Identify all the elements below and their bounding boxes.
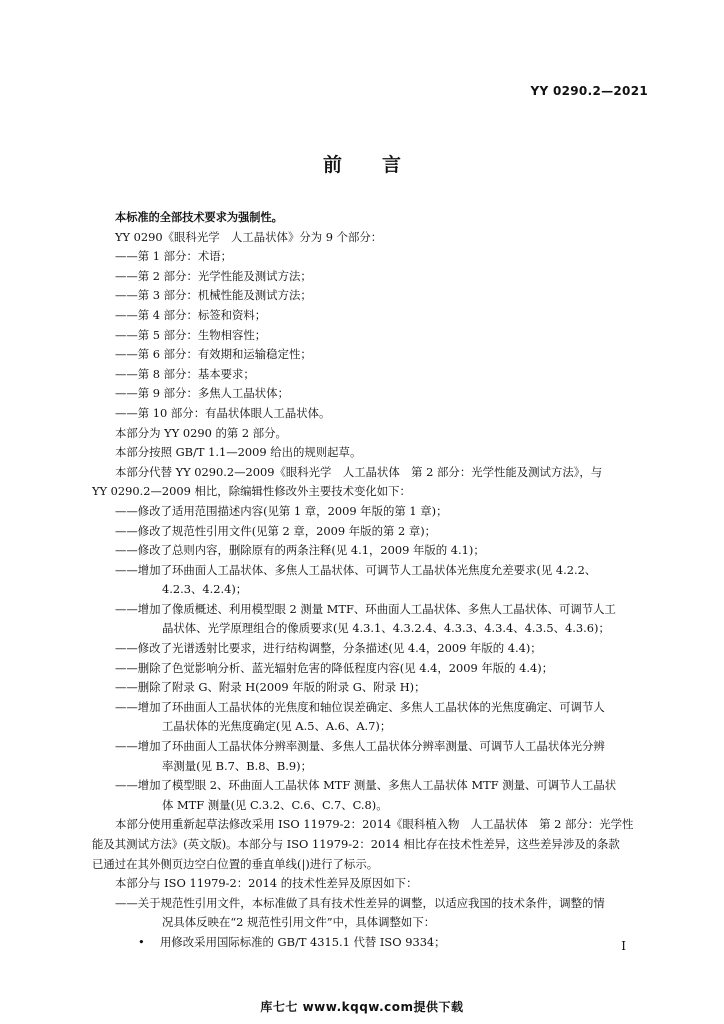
change-item: ——修改了规范性引用文件(见第 2 章，2009 年版的第 2 章)； xyxy=(115,523,437,538)
foreword-body xyxy=(92,208,658,953)
change-item: ——删除了附录 G、附录 H(2009 年版的附录 G、附录 H)； xyxy=(115,680,426,695)
change-item: ——修改了适用范围描述内容(见第 1 章，2009 年版的第 1 章)； xyxy=(115,503,448,518)
parts-list xyxy=(92,247,658,423)
iso-adoption-statement: 本部分使用重新起草法修改采用 ISO 11979-2：2014《眼科植入物 人工晶状体 第 2 部分：光学性 xyxy=(115,817,634,832)
change-item-cont: 4.2.3、4.2.4)； xyxy=(162,582,248,597)
part-item: ——第 8 部分：基本要求； xyxy=(115,366,255,381)
difference-item-cont: 况具体反映在“2 规范性引用文件”中，具体调整如下： xyxy=(162,915,436,930)
change-item: ——增加了像质概述、利用模型眼 2 测量 MTF、环曲面人工晶状体、多焦人工晶状体、可调节人工 xyxy=(115,601,616,616)
change-item: ——增加了环曲面人工晶状体、多焦人工晶状体、可调节人工晶状体光焦度允差要求(见 4.2.2、 xyxy=(115,562,597,577)
bullet-item-text: 用修改采用国际标准的 GB/T 4315.1 代替 ISO 9334； xyxy=(160,934,446,949)
change-item-cont: 晶状体、光学原理组合的像质要求(见 4.3.1、4.3.2.4、4.3.3、4.3.4、4.3.5、4.3.6)； xyxy=(162,621,610,636)
change-item: ——增加了环曲面人工晶状体分辨率测量、多焦人工晶状体分辨率测量、可调节人工晶状体光分辨 xyxy=(115,739,605,754)
this-part-statement: 本部分为 YY 0290 的第 2 部分。 xyxy=(115,425,287,440)
iso-adoption-statement-cont: 能及其测试方法》(英文版)。本部分与 ISO 11979-2：2014 相比存在技术性差异，这些差异涉及的条款 xyxy=(92,837,620,851)
differences-intro: 本部分与 ISO 11979-2：2014 的技术性差异及原因如下： xyxy=(115,876,418,891)
part-item: ——第 2 部分：光学性能及测试方法； xyxy=(115,268,312,283)
change-item-cont: 工晶状体的光焦度确定(见 A.5、A.6、A.7)； xyxy=(162,719,392,734)
replaces-statement-cont: YY 0290.2—2009 相比，除编辑性修改外主要技术变化如下： xyxy=(92,484,411,499)
change-item: ——增加了环曲面人工晶状体的光焦度和轴位误差确定、多焦人工晶状体的光焦度确定、可调节人 xyxy=(115,699,605,714)
part-item: ——第 6 部分：有效期和运输稳定性； xyxy=(115,347,312,362)
part-item: ——第 9 部分：多焦人工晶状体； xyxy=(115,386,289,401)
changes-list xyxy=(92,502,658,816)
footer-watermark: 库七七 www.kqqw.com提供下载 xyxy=(260,1000,464,1014)
part-item: ——第 5 部分：生物相容性； xyxy=(115,327,267,342)
change-item-cont: 体 MTF 测量(见 C.3.2、C.6、C.7、C.8)。 xyxy=(162,797,388,812)
bullet-icon: • xyxy=(138,934,145,949)
part-item: ——第 1 部分：术语； xyxy=(115,249,233,264)
iso-adoption-statement-cont: 已通过在其外侧页边空白位置的垂直单线(|)进行了标示。 xyxy=(92,856,379,871)
difference-item: ——关于规范性引用文件，本标准做了具有技术性差异的调整，以适应我国的技术条件，调整的情 xyxy=(115,895,605,910)
bullet-item xyxy=(92,933,658,953)
page-number: I xyxy=(621,939,626,953)
change-item-cont: 率测量(见 B.7、B.8、B.9)； xyxy=(162,758,312,773)
replaces-statement: 本部分代替 YY 0290.2—2009《眼科光学 人工晶状体 第 2 部分：光学性能及测试方法》，与 xyxy=(115,464,603,479)
page-title: 前言 xyxy=(322,154,441,176)
change-item: ——修改了光谱透射比要求，进行结构调整，分条描述(见 4.4，2009 年版的 4.4)； xyxy=(115,641,542,656)
change-item: ——删除了色觉影响分析、蓝光辐射危害的降低程度内容(见 4.4，2009 年版的 4.4)； xyxy=(115,660,554,675)
series-intro: YY 0290《眼科光学 人工晶状体》分为 9 个部分： xyxy=(115,229,383,244)
part-item: ——第 10 部分：有晶状体眼人工晶状体。 xyxy=(115,405,331,420)
part-item: ——第 3 部分：机械性能及测试方法； xyxy=(115,288,312,303)
change-item: ——增加了模型眼 2、环曲面人工晶状体 MTF 测量、多焦人工晶状体 MTF 测量、可调节人工晶状 xyxy=(115,778,617,793)
change-item: ——修改了总则内容，删除原有的两条注释(见 4.1，2009 年版的 4.1)； xyxy=(115,543,485,558)
part-item: ——第 4 部分：标签和资料； xyxy=(115,307,267,322)
mandatory-statement: 本标准的全部技术要求为强制性。 xyxy=(115,211,283,224)
standard-number: YY 0290.2—2021 xyxy=(530,84,648,98)
drafting-rule: 本部分按照 GB/T 1.1—2009 给出的规则起草。 xyxy=(115,445,362,460)
